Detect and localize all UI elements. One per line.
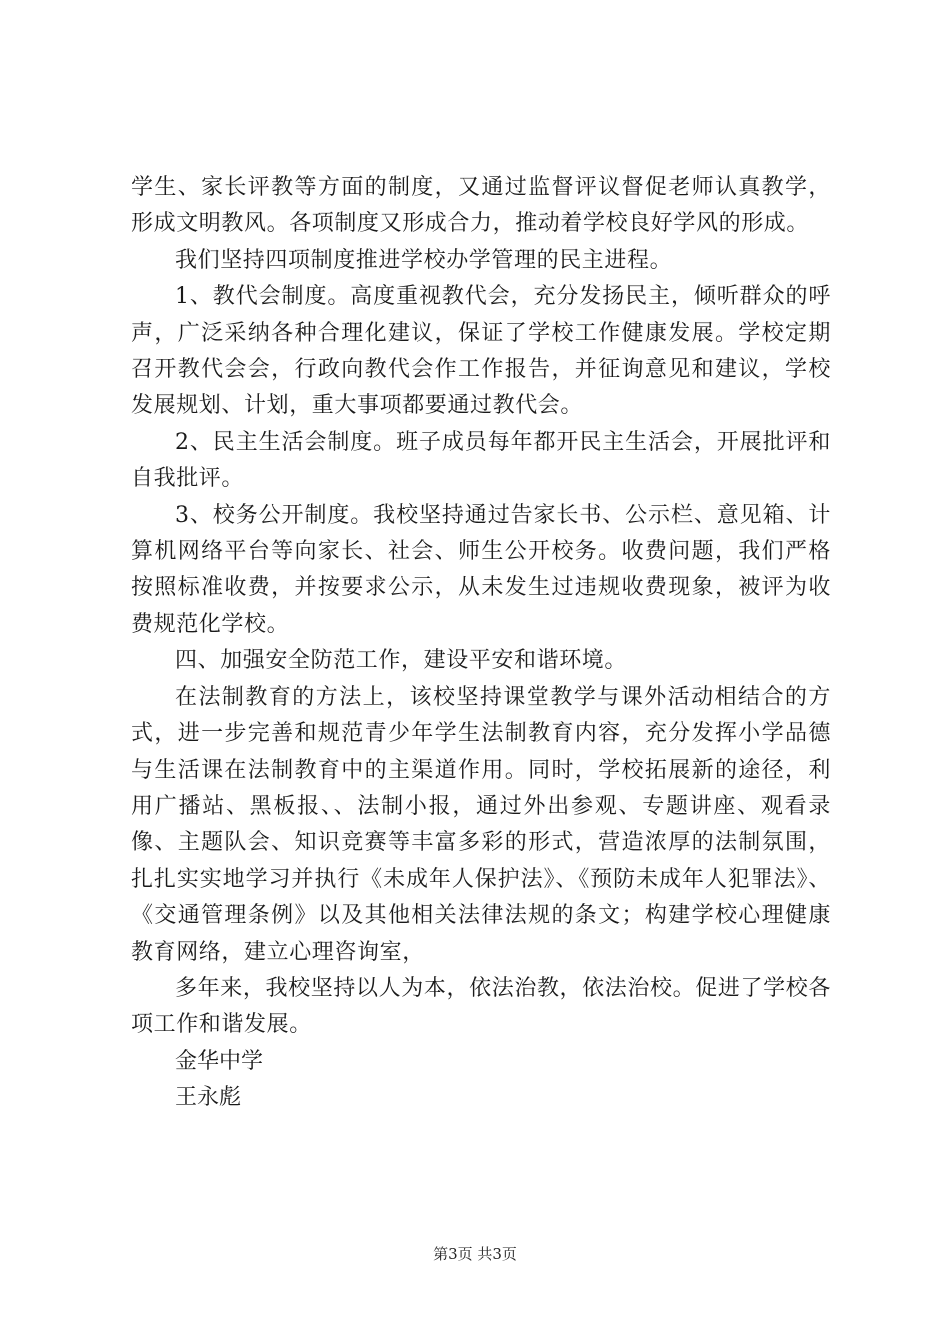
paragraph-3: 1、教代会制度。高度重视教代会，充分发扬民主，倾听群众的呼声，广泛采纳各种合理化建议，保证了学校工作健康发展。学校定期召开教代会会，行政向教代会作工作报告，并征询意见和建议，学校发展规划、计划，重大事项都要通过教代会。 (131, 284, 831, 419)
paragraph-6: 四、加强安全防范工作，建设平安和谐环境。 (175, 648, 628, 674)
signature-organization: 金华中学 (175, 1048, 264, 1074)
paragraph-4: 2、民主生活会制度。班子成员每年都开民主生活会，开展批评和自我批评。 (131, 429, 831, 492)
paragraph-8: 多年来，我校坚持以人为本，依法治教，依法治校。促进了学校各项工作和谐发展。 (131, 975, 831, 1038)
paragraph-1: 学生、家长评教等方面的制度，又通过监督评议督促老师认真教学，形成文明教风。各项制度又形成合力，推动着学校良好学风的形成。 (131, 175, 831, 237)
paragraph-7: 在法制教育的方法上，该校坚持课堂教学与课外活动相结合的方式，进一步完善和规范青少年学生法制教育内容，充分发挥小学品德与生活课在法制教育中的主渠道作用。同时，学校拓展新的途径，利用广播站、黑板报、、法制小报，通过外出参观、专题讲座、观看录像、主题队会、知识竞赛等丰富多彩的形式，营造浓厚的法制氛围，扎扎实实地学习并执行《未成年人保护法》、《预防未成年人犯罪法》、《交通管理条例》以及其他相关法律法规的条文；构建学校心理健康教育网络，建立心理咨询室， (131, 684, 831, 965)
page-footer: 第3页 共3页 (433, 1245, 517, 1263)
paragraph-5: 3、校务公开制度。我校坚持通过告家长书、公示栏、意见箱、计算机网络平台等向家长、社会、师生公开校务。收费问题，我们严格按照标准收费，并按要求公示，从未发生过违规收费现象，被评为收费规范化学校。 (131, 502, 831, 637)
document-body (131, 170, 831, 1117)
paragraph-2: 我们坚持四项制度推进学校办学管理的民主进程。 (175, 247, 673, 273)
signature-author: 王永彪 (175, 1085, 242, 1111)
